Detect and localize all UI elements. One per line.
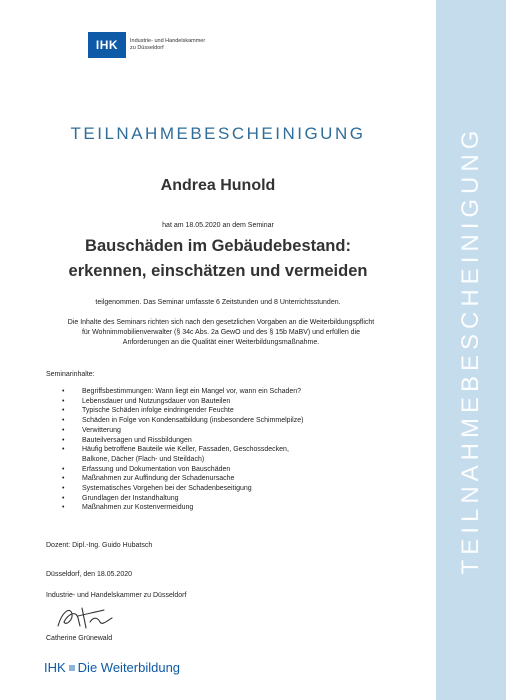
- seminar-title: [0, 234, 436, 284]
- intro-line-1: Die Inhalte des Seminars richten sich nach den gesetzlichen Vorgaben an die Weiterbildungspflicht: [67, 319, 375, 326]
- intro-text: [46, 318, 396, 348]
- footer-abbr: IHK: [44, 660, 66, 675]
- participant-name: Andrea Hunold: [160, 177, 276, 194]
- list-item-text: Erfassung und Dokumentation von Bauschäden: [82, 465, 231, 473]
- side-band: [436, 0, 506, 700]
- certificate-title: TEILNAHMEBESCHEINIGUNG: [70, 124, 366, 143]
- list-item-text: Lebensdauer und Nutzungsdauer von Bauteilen: [82, 397, 231, 405]
- contents-list: [62, 387, 303, 513]
- list-item-text: Typische Schäden infolge eindringender Feuchte: [82, 407, 234, 415]
- intro-line-2: für Wohnimmobilienverwalter (§ 34c Abs. 2a GewO und des § 15b MaBV) und erfüllen die: [81, 329, 361, 336]
- list-item-continuation: Balkone, Dächer (Flach- und Steildach): [82, 455, 205, 463]
- lecturer: Dozent: Dipl.-Ing. Guido Hubatsch: [46, 542, 153, 549]
- ihk-logo: [88, 32, 205, 58]
- list-item: [62, 387, 303, 397]
- list-item-text: Verwitterung: [82, 426, 121, 434]
- org-line-2: zu Düsseldorf: [130, 45, 164, 51]
- list-item-text: Schäden in Folge von Kondensatbildung (insbesondere Schimmelpilze): [82, 417, 304, 425]
- footer-tagline: Die Weiterbildung: [77, 660, 181, 675]
- list-item: [62, 436, 303, 446]
- list-item-text: Maßnahmen zur Auffindung der Schadenursache: [82, 475, 235, 483]
- list-item: [62, 474, 303, 484]
- list-item: [62, 406, 303, 416]
- list-item: [62, 494, 303, 504]
- list-item: [62, 397, 303, 407]
- ihk-logo-box: IHK: [88, 32, 126, 58]
- seminar-title-line-1: Bauschäden im Gebäudebestand:: [85, 237, 351, 255]
- issuer: Industrie- und Handelskammer zu Düsseldorf: [46, 592, 187, 599]
- intro-line-3: Anforderungen an die Qualität einer Weiterbildungsmaßnahme.: [122, 339, 320, 346]
- list-item: [62, 484, 303, 494]
- list-item-text: Grundlagen der Instandhaltung: [82, 494, 179, 502]
- list-item: [62, 445, 303, 464]
- list-item: [62, 503, 303, 513]
- seminar-title-line-2: erkennen, einschätzen und vermeiden: [68, 262, 368, 280]
- list-item-text: Maßnahmen zur Kostenvermeidung: [82, 504, 194, 512]
- attended-line: hat am 18.05.2020 an dem Seminar: [162, 222, 274, 229]
- ihk-org-name: [130, 38, 205, 52]
- org-line-1: Industrie- und Handelskammer: [130, 38, 206, 44]
- list-item-text: Begriffsbestimmungen: Wann liegt ein Mangel vor, wann ein Schaden?: [82, 388, 302, 395]
- place-date: Düsseldorf, den 18.05.2020: [46, 571, 133, 578]
- ihk-weiterbildung-logo: [44, 660, 180, 675]
- side-band-watermark: TEILNAHMEBESCHEINIGUNG: [457, 125, 484, 575]
- list-item-text: Systematisches Vorgehen bei der Schadenbeseitigung: [82, 485, 252, 493]
- contents-label: Seminarinhalte:: [46, 371, 95, 378]
- signer-name: Catherine Grünewald: [46, 635, 113, 642]
- list-item: [62, 426, 303, 436]
- list-item-text: Bauteilversagen und Rissbildungen: [82, 436, 192, 444]
- participated-line: teilgenommen. Das Seminar umfasste 6 Zeitstunden und 8 Unterrichtsstunden.: [95, 299, 341, 306]
- list-item: [62, 416, 303, 426]
- list-item-text: Häufig betroffene Bauteile wie Keller, Fassaden, Geschossdecken,: [82, 446, 289, 454]
- square-icon: [69, 665, 75, 671]
- list-item: [62, 465, 303, 475]
- signature-image: [52, 600, 122, 632]
